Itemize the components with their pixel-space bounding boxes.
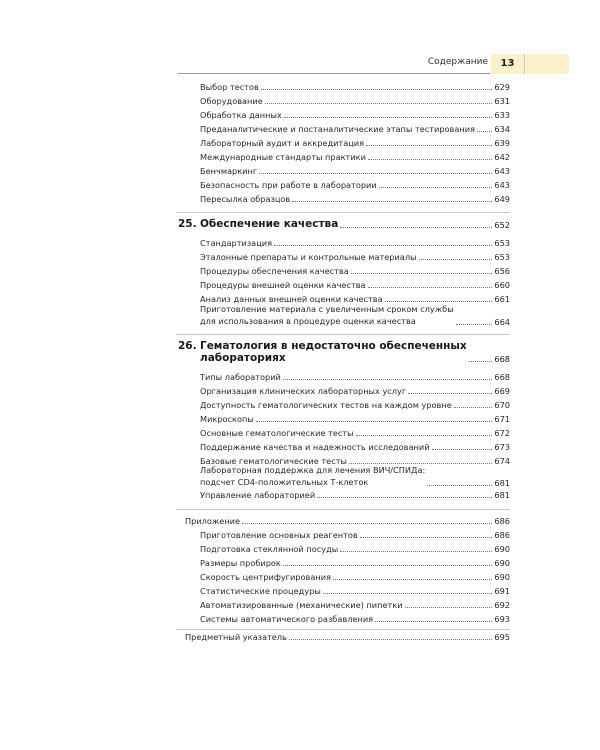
toc-entry[interactable]: Базовые гематологические тесты 674 bbox=[200, 456, 510, 466]
chapter-page: 652 bbox=[494, 220, 510, 230]
toc-entry-multiline[interactable]: Лабораторная поддержка для лечения ВИЧ/СПИДа: подсчет CD4-положительных Т-клеток 681 bbox=[200, 465, 510, 488]
toc-entry[interactable]: Бенчмаркинг 643 bbox=[200, 166, 510, 176]
chapter-title: Обеспечение качества bbox=[200, 218, 339, 230]
chapter-number: 25. bbox=[178, 218, 197, 230]
toc-entry[interactable]: Эталонные препараты и контрольные материалы 653 bbox=[200, 252, 510, 262]
page-number: 13 bbox=[491, 54, 525, 74]
running-header bbox=[0, 54, 600, 74]
toc-entry[interactable]: Безопасность при работе в лаборатории 643 bbox=[200, 180, 510, 190]
toc-entry[interactable]: Обработка данных 633 bbox=[200, 110, 510, 120]
index-heading[interactable]: Предметный указатель 695 bbox=[185, 632, 510, 642]
toc-entry[interactable]: Статистические процедуры 691 bbox=[200, 586, 510, 596]
toc-entry[interactable]: Организация клинических лабораторных услуг 669 bbox=[200, 386, 510, 396]
appendix-heading[interactable]: Приложение 686 bbox=[185, 516, 510, 526]
toc-entry[interactable]: Пересылка образцов 649 bbox=[200, 194, 510, 204]
separator-line bbox=[176, 334, 510, 335]
toc-entry[interactable]: Процедуры внешней оценки качества 660 bbox=[200, 280, 510, 290]
chapter-25-heading[interactable] bbox=[178, 218, 510, 230]
toc-entry[interactable]: Преданалитические и постаналитические этапы тестирования 634 bbox=[200, 124, 510, 134]
toc-entry[interactable]: Анализ данных внешней оценки качества 661 bbox=[200, 294, 510, 304]
toc-entry[interactable]: Лабораторный аудит и аккредитация 639 bbox=[200, 138, 510, 148]
separator-line bbox=[176, 509, 510, 510]
toc-entry[interactable]: Стандартизация 653 bbox=[200, 238, 510, 248]
toc-entry[interactable]: Приготовление основных реагентов 686 bbox=[200, 530, 510, 540]
header-section-title: Содержание bbox=[427, 57, 488, 67]
toc-entry[interactable]: Скорость центрифугирования 690 bbox=[200, 572, 510, 582]
toc-entry-multiline[interactable]: Приготовление материала с увеличенным сроком службы для использования в процедуре оценки качества 664 bbox=[200, 304, 510, 327]
toc-entry[interactable]: Управление лабораторией 681 bbox=[200, 490, 510, 500]
toc-entry[interactable]: Типы лабораторий 668 bbox=[200, 372, 510, 382]
toc-entry[interactable]: Подготовка стеклянной посуды 690 bbox=[200, 544, 510, 554]
toc-entry[interactable]: Доступность гематологических тестов на каждом уровне 670 bbox=[200, 400, 510, 410]
separator-line bbox=[176, 629, 510, 630]
toc-entry[interactable]: Размеры пробирок 690 bbox=[200, 558, 510, 568]
chapter-26-heading[interactable] bbox=[178, 340, 510, 364]
toc-entry[interactable]: Основные гематологические тесты 672 bbox=[200, 428, 510, 438]
toc-entry[interactable]: Поддержание качества и надежность исследований 673 bbox=[200, 442, 510, 452]
toc-entry[interactable]: Оборудование 631 bbox=[200, 96, 510, 106]
toc-entry[interactable]: Процедуры обеспечения качества 656 bbox=[200, 266, 510, 276]
toc-entry[interactable]: Международные стандарты практики 642 bbox=[200, 152, 510, 162]
chapter-number: 26. bbox=[178, 340, 197, 352]
chapter-page: 668 bbox=[494, 354, 510, 364]
chapter-title: Гематология в недостаточно обеспеченных лабораториях bbox=[200, 340, 467, 364]
toc-entry[interactable]: Автоматизированные (механические) пипетки 692 bbox=[200, 600, 510, 610]
separator-line bbox=[176, 212, 510, 213]
toc-entry[interactable]: Выбор тестов 629 bbox=[200, 82, 510, 92]
toc-entry[interactable]: Микроскопы 671 bbox=[200, 414, 510, 424]
header-rule bbox=[178, 73, 490, 74]
toc-entry[interactable]: Системы автоматического разбавления 693 bbox=[200, 614, 510, 624]
